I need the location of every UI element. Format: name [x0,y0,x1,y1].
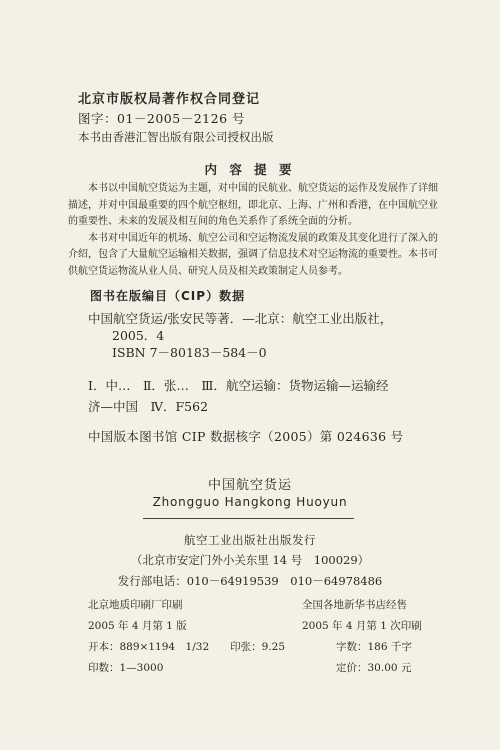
copyright-number: 图字：01－2005－2126 号 [78,111,246,126]
abstract-paragraph-2: 本书对中国近年的机场、航空公司和空运物流发展的政策及其变化进行了深入的介绍，包含了大量航空运输相关数据，强调了信息技术对空运物流的重要性。本书可供航空货运物流从业人员、研究人员及相关政策制定人员参考。 [68,232,438,277]
book-title: 中国航空货运 [207,478,292,493]
cip-class-line-1: Ⅰ．中… Ⅱ．张… Ⅲ．航空运输：货物运输—运输经 [88,378,389,393]
format-info: 开本：889×1194 1/32 印张：9.25 [88,641,286,653]
impression: 2005 年 4 月第 1 次印刷 [302,620,422,632]
publisher-address: （北京市安定门外小关东里 14 号 100029） [130,553,370,567]
distributor: 全国各地新华书店经售 [302,599,407,611]
word-count: 字数：186 千字 [336,641,412,653]
copyright-authorization: 本书由香港汇智出版有限公司授权出版 [78,130,274,144]
cip-classification [88,375,433,417]
abstract-body [68,181,438,280]
copyright-registry: 北京市版权局著作权合同登记 [78,92,261,107]
cip-entry-line-1: 中国航空货运/张安民等著．—北京：航空工业出版社， [88,311,393,326]
cip-class-line-2: 济—中国 Ⅳ．F562 [88,399,209,414]
copyright-registration [78,90,438,146]
publisher-phone: 发行部电话：010－64919539 010－64978486 [117,574,383,588]
cip-entry-line-2: 2005．4 [112,328,165,343]
edition: 2005 年 4 月第 1 版 [88,620,187,632]
print-run: 印数：1—3000 [88,662,164,674]
abstract-paragraph-1: 本书以中国航空货运为主题，对中国的民航业、航空货运的运作及发展作了详细描述，并对中国最重要的四个航空枢纽，即北京、上海、广州和香港，在中国航空业的重要性、未来的发展及相互间的角色关系作了系统全面的分析。 [68,183,438,227]
cip-data-number: 中国版本图书馆 CIP 数据核字（2005）第 024636 号 [88,429,404,444]
price: 定价：30.00 元 [336,662,412,674]
book-pinyin: Zhongguo Hangkong Huoyun [152,495,348,509]
printer: 北京地质印刷厂印刷 [88,599,183,611]
cip-title: 图书在版编目（CIP）数据 [90,289,246,303]
cip-isbn: ISBN 7－80183－584－0 [112,345,267,360]
abstract-title: 内 容 提 要 [204,162,296,177]
cip-entry [88,310,433,361]
divider-line [143,518,354,519]
publisher-name: 航空工业出版社出版发行 [184,533,316,547]
